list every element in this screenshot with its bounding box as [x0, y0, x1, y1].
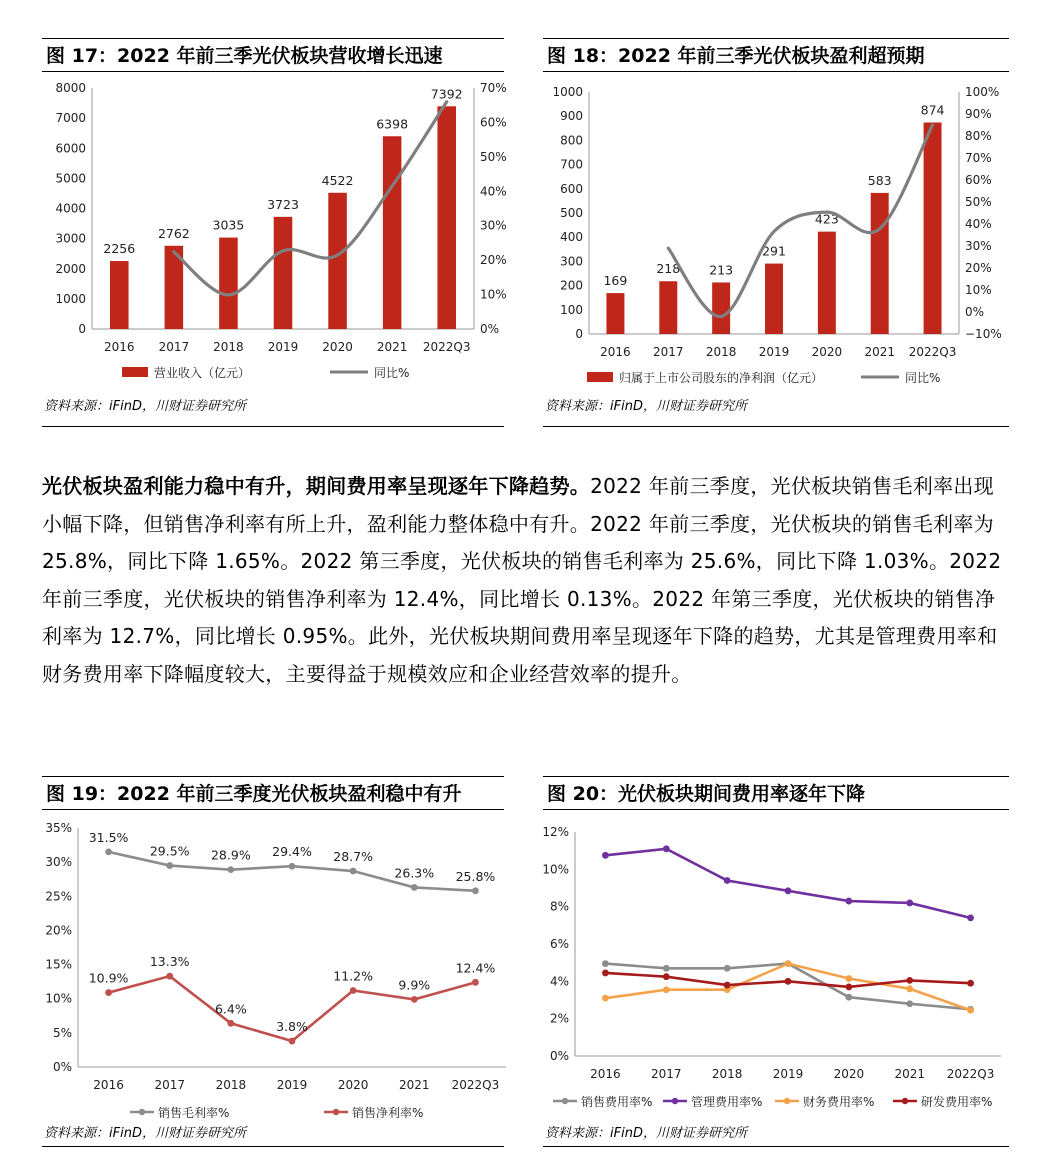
fig18-bar-label: 583 — [867, 172, 892, 188]
fig19-xtick: 2019 — [276, 1078, 308, 1092]
fig20-legend-label: 销售费用率% — [581, 1095, 653, 1109]
fig19-ytick: 25% — [45, 889, 72, 904]
fig18-line-series — [668, 125, 932, 316]
fig17-y2tick: 10% — [480, 287, 507, 302]
fig19-point — [105, 849, 112, 856]
fig20-xtick: 2022Q3 — [946, 1067, 995, 1081]
fig20-point — [602, 970, 609, 977]
fig20-point — [724, 965, 731, 972]
fig20-legend-swatch-dot — [562, 1098, 568, 1104]
fig18-bar — [765, 264, 783, 334]
fig19-xtick: 2018 — [215, 1078, 247, 1092]
fig20-point — [602, 852, 609, 859]
fig19-point-label: 25.8% — [455, 868, 496, 884]
fig18-y2tick: 100% — [965, 85, 1000, 99]
fig18-y2tick: 20% — [965, 261, 992, 275]
fig18-y2tick: 40% — [965, 217, 992, 231]
fig20-point — [967, 1007, 974, 1014]
fig20-xtick: 2021 — [894, 1067, 925, 1081]
fig17-y2tick: 20% — [480, 253, 507, 268]
fig20-ytick: 8% — [549, 899, 569, 914]
fig19-legend-swatch-dot — [139, 1109, 145, 1115]
fig17-bar-label: 7392 — [430, 86, 463, 102]
fig18-xtick: 2016 — [600, 345, 631, 359]
fig17-bar-label: 2762 — [157, 225, 190, 241]
fig19-point-label: 13.3% — [149, 954, 190, 970]
fig19-point — [166, 973, 173, 980]
fig18-y2tick: 30% — [965, 239, 992, 253]
fig19-ytick: 5% — [52, 1025, 72, 1040]
figure-17-chart — [42, 74, 507, 394]
fig17-y2tick: 70% — [480, 81, 507, 95]
fig20-point — [967, 914, 974, 921]
fig18-y2tick: 70% — [965, 151, 992, 165]
fig20-point — [845, 984, 852, 991]
fig19-xtick: 2021 — [399, 1078, 430, 1092]
fig17-bar — [328, 193, 347, 329]
fig19-point — [411, 996, 418, 1003]
fig20-legend-label: 财务费用率% — [803, 1095, 875, 1109]
fig20-legend-label: 管理费用率% — [691, 1095, 763, 1109]
fig20-xtick: 2020 — [833, 1067, 865, 1081]
figure-18 — [543, 38, 1009, 418]
fig17-ytick: 4000 — [55, 201, 86, 216]
fig19-point — [350, 987, 357, 994]
fig20-ytick: 12% — [542, 825, 569, 839]
fig18-bar — [606, 293, 624, 334]
fig18-legend-line-label: 同比% — [905, 371, 941, 385]
fig17-y2tick: 30% — [480, 218, 507, 233]
fig18-bar-label: 291 — [762, 243, 786, 259]
fig19-point-label: 26.3% — [394, 865, 435, 881]
fig19-ytick: 10% — [45, 991, 72, 1006]
fig18-bar — [659, 281, 677, 334]
fig18-xtick: 2019 — [758, 345, 790, 359]
fig18-bar — [924, 122, 942, 334]
fig18-bar — [712, 282, 730, 334]
fig18-ytick: 200 — [560, 278, 583, 293]
fig17-xtick: 2017 — [158, 340, 190, 354]
fig18-y2tick: 80% — [965, 129, 992, 143]
fig17-xtick: 2021 — [376, 340, 408, 354]
fig19-point — [472, 887, 479, 894]
fig18-ytick: 300 — [560, 254, 583, 269]
fig20-xtick: 2016 — [590, 1067, 621, 1081]
fig17-ytick: 0 — [78, 322, 86, 336]
figure-20-chart — [543, 812, 1009, 1114]
paragraph-body: 2022 年前三季度，光伏板块销售毛利率出现小幅下降，但销售净利率有所上升，盈利能力整体稳中有升。2022 年前三季度，光伏板块的销售毛利率为 25.8%，同比下降 1.65%。2022 第三季度，光伏板块的销售毛利率为 25.6%，同比下降 1.03%。2022 年前三季度，光伏板块的销售净利率为 12.4%，同比增长 0.13%。2022 年第三季度，光伏板块的销售净利率为 12.7%，同比增长 0.95%。此外，光伏板块期间费用率呈现逐年下降的趋势，尤其是管理费用率和财务费用率下降幅度较大，主要得益于规模效应和企业经营效率的提升。 — [42, 474, 1002, 686]
fig18-ytick: 900 — [560, 109, 583, 124]
fig18-bar-label: 213 — [709, 262, 734, 278]
fig19-ytick: 0% — [52, 1060, 72, 1074]
fig19-point — [472, 979, 479, 986]
fig18-y2tick: 10% — [965, 283, 992, 297]
fig20-point — [906, 1000, 913, 1007]
fig20-point — [663, 845, 670, 852]
fig18-bar-label: 423 — [814, 211, 839, 227]
fig18-ytick: 500 — [560, 206, 583, 220]
fig20-point — [906, 977, 913, 984]
fig19-point-label: 29.4% — [272, 844, 312, 860]
figure-19-title: 图 19：2022 年前三季度光伏板块盈利稳中有升 — [42, 776, 504, 810]
fig17-y2tick: 60% — [480, 115, 507, 130]
fig17-ytick: 7000 — [55, 111, 86, 126]
figure-19-chart — [42, 812, 504, 1120]
fig20-point — [724, 982, 731, 989]
fig19-point — [166, 862, 173, 869]
fig17-bar — [383, 136, 402, 329]
fig20-ytick: 2% — [549, 1011, 569, 1026]
fig18-bar-label: 218 — [656, 261, 681, 277]
fig18-legend-bar-swatch — [587, 372, 613, 382]
figure-20-title: 图 20：光伏板块期间费用率逐年下降 — [543, 776, 1009, 810]
fig18-bar — [871, 193, 889, 334]
figure-18-chart — [543, 74, 1009, 394]
fig18-ytick: 800 — [560, 133, 583, 148]
fig19-point-label: 12.4% — [455, 960, 496, 976]
fig19-point-label: 3.8% — [276, 1019, 308, 1035]
fig20-ytick: 0% — [549, 1049, 569, 1063]
fig18-ytick: 700 — [560, 157, 583, 172]
figure-20 — [543, 776, 1009, 1146]
fig19-legend-label: 销售净利率% — [352, 1106, 424, 1120]
fig19-point-label: 6.4% — [214, 1001, 247, 1017]
fig20-point — [663, 965, 670, 972]
fig17-bar — [437, 106, 456, 329]
fig20-point — [663, 986, 670, 993]
fig18-xtick: 2022Q3 — [908, 345, 957, 359]
fig20-point — [845, 975, 852, 982]
fig18-y2tick: 50% — [965, 195, 992, 209]
fig20-legend-swatch-dot — [672, 1098, 678, 1104]
fig20-ytick: 6% — [549, 937, 569, 951]
fig18-xtick: 2021 — [864, 345, 895, 359]
fig20-point — [967, 980, 974, 987]
fig19-xtick: 2020 — [337, 1078, 369, 1092]
figure-18-source: 资料来源：iFinD，川财证券研究所 — [545, 399, 747, 414]
fig19-ytick: 35% — [45, 821, 72, 835]
fig17-ytick: 6000 — [55, 141, 86, 156]
fig19-point — [289, 863, 296, 870]
fig18-ytick: 0 — [575, 327, 583, 341]
fig20-legend-swatch-dot — [784, 1098, 790, 1104]
fig20-series-line — [605, 849, 970, 918]
fig20-point — [785, 978, 792, 985]
fig17-xtick: 2018 — [213, 340, 244, 354]
fig17-xtick: 2016 — [104, 340, 135, 354]
fig20-ytick: 4% — [549, 974, 569, 989]
fig17-bar — [110, 261, 129, 329]
fig18-bar-label: 169 — [603, 273, 628, 289]
fig19-point — [350, 868, 357, 875]
figure-18-title: 图 18：2022 年前三季光伏板块盈利超预期 — [543, 38, 1009, 72]
fig19-point — [105, 989, 112, 996]
fig20-legend-swatch-dot — [902, 1098, 908, 1104]
fig17-bar — [219, 238, 238, 329]
figure-17-title: 图 17：2022 年前三季光伏板块营收增长迅速 — [42, 38, 504, 72]
fig18-xtick: 2020 — [811, 345, 843, 359]
fig19-legend-label: 销售毛利率% — [158, 1106, 230, 1120]
fig18-y2tick: 0% — [965, 305, 985, 319]
fig18-xtick: 2017 — [653, 345, 684, 359]
fig19-point-label: 10.9% — [88, 970, 129, 986]
fig20-point — [785, 887, 792, 894]
fig17-ytick: 5000 — [55, 171, 86, 186]
fig20-point — [845, 898, 852, 905]
fig19-xtick: 2022Q3 — [451, 1078, 500, 1092]
fig20-point — [602, 995, 609, 1002]
fig19-point-label: 11.2% — [333, 968, 374, 984]
fig19-point-label: 28.7% — [333, 849, 374, 865]
fig18-y2tick: −10% — [965, 327, 1002, 341]
fig17-legend-bar-swatch — [122, 367, 148, 377]
fig20-point — [663, 973, 670, 980]
fig19-ytick: 20% — [45, 923, 72, 938]
fig20-point — [845, 994, 852, 1001]
fig20-ytick: 10% — [542, 862, 569, 877]
fig17-xtick: 2022Q3 — [422, 340, 471, 354]
fig17-y2tick: 0% — [480, 322, 500, 336]
fig18-ytick: 1000 — [552, 85, 583, 99]
fig19-xtick: 2016 — [93, 1078, 124, 1092]
fig17-bar-label: 6398 — [376, 116, 409, 132]
figure-19-source: 资料来源：iFinD，川财证券研究所 — [44, 1126, 246, 1141]
fig17-ytick: 1000 — [55, 291, 86, 306]
fig20-point — [906, 985, 913, 992]
fig19-point-label: 9.9% — [398, 977, 431, 993]
figure-17 — [42, 38, 507, 418]
fig20-point — [906, 900, 913, 907]
fig18-legend-bar-label: 归属于上市公司股东的净利润（亿元） — [619, 371, 824, 385]
fig17-ytick: 3000 — [55, 231, 86, 246]
fig18-bar — [818, 232, 836, 334]
fig17-bar-label: 4522 — [321, 172, 354, 188]
fig19-xtick: 2017 — [154, 1078, 185, 1092]
fig19-ytick: 30% — [45, 855, 72, 870]
fig19-point — [411, 884, 418, 891]
fig20-point — [785, 960, 792, 967]
fig18-bar-label: 874 — [920, 102, 945, 118]
fig19-legend-swatch-dot — [333, 1109, 339, 1115]
fig19-point — [227, 1020, 234, 1027]
fig20-series-line — [605, 964, 970, 1010]
fig19-point-label: 28.9% — [210, 847, 251, 863]
paragraph-lead: 光伏板块盈利能力稳中有升，期间费用率呈现逐年下降趋势。 — [42, 474, 591, 498]
fig19-ytick: 15% — [45, 957, 72, 972]
fig18-y2tick: 90% — [965, 107, 992, 121]
fig19-point — [227, 866, 234, 873]
fig19-point — [289, 1038, 296, 1045]
figure-17-source: 资料来源：iFinD，川财证券研究所 — [44, 399, 246, 414]
figure-19 — [42, 776, 504, 1146]
fig17-y2tick: 50% — [480, 149, 507, 164]
figure-20-source: 资料来源：iFinD，川财证券研究所 — [545, 1126, 747, 1141]
fig17-bar-label: 3035 — [212, 217, 245, 233]
fig18-ytick: 100 — [560, 302, 583, 317]
fig17-bar-label: 3723 — [267, 196, 299, 212]
fig17-xtick: 2019 — [267, 340, 299, 354]
fig20-point — [602, 960, 609, 967]
fig20-xtick: 2018 — [711, 1067, 743, 1081]
fig18-ytick: 600 — [560, 181, 583, 196]
fig20-xtick: 2017 — [651, 1067, 682, 1081]
analysis-paragraph — [42, 468, 1002, 693]
fig17-xtick: 2020 — [322, 340, 353, 354]
fig17-y2tick: 40% — [480, 184, 507, 199]
fig17-bar-label: 2256 — [103, 241, 136, 257]
fig20-legend-label: 研发费用率% — [921, 1095, 993, 1109]
fig20-xtick: 2019 — [772, 1067, 804, 1081]
fig20-point — [724, 877, 731, 884]
fig17-ytick: 8000 — [55, 81, 86, 95]
fig17-legend-line-label: 同比% — [374, 366, 410, 380]
fig19-point-label: 31.5% — [88, 829, 129, 845]
fig18-y2tick: 60% — [965, 173, 992, 187]
fig17-ytick: 2000 — [55, 261, 86, 276]
fig17-bar — [274, 217, 293, 329]
fig17-legend-bar-label: 营业收入（亿元） — [154, 366, 251, 380]
fig18-xtick: 2018 — [705, 345, 737, 359]
fig18-ytick: 400 — [560, 230, 583, 245]
fig19-point-label: 29.5% — [149, 843, 190, 859]
